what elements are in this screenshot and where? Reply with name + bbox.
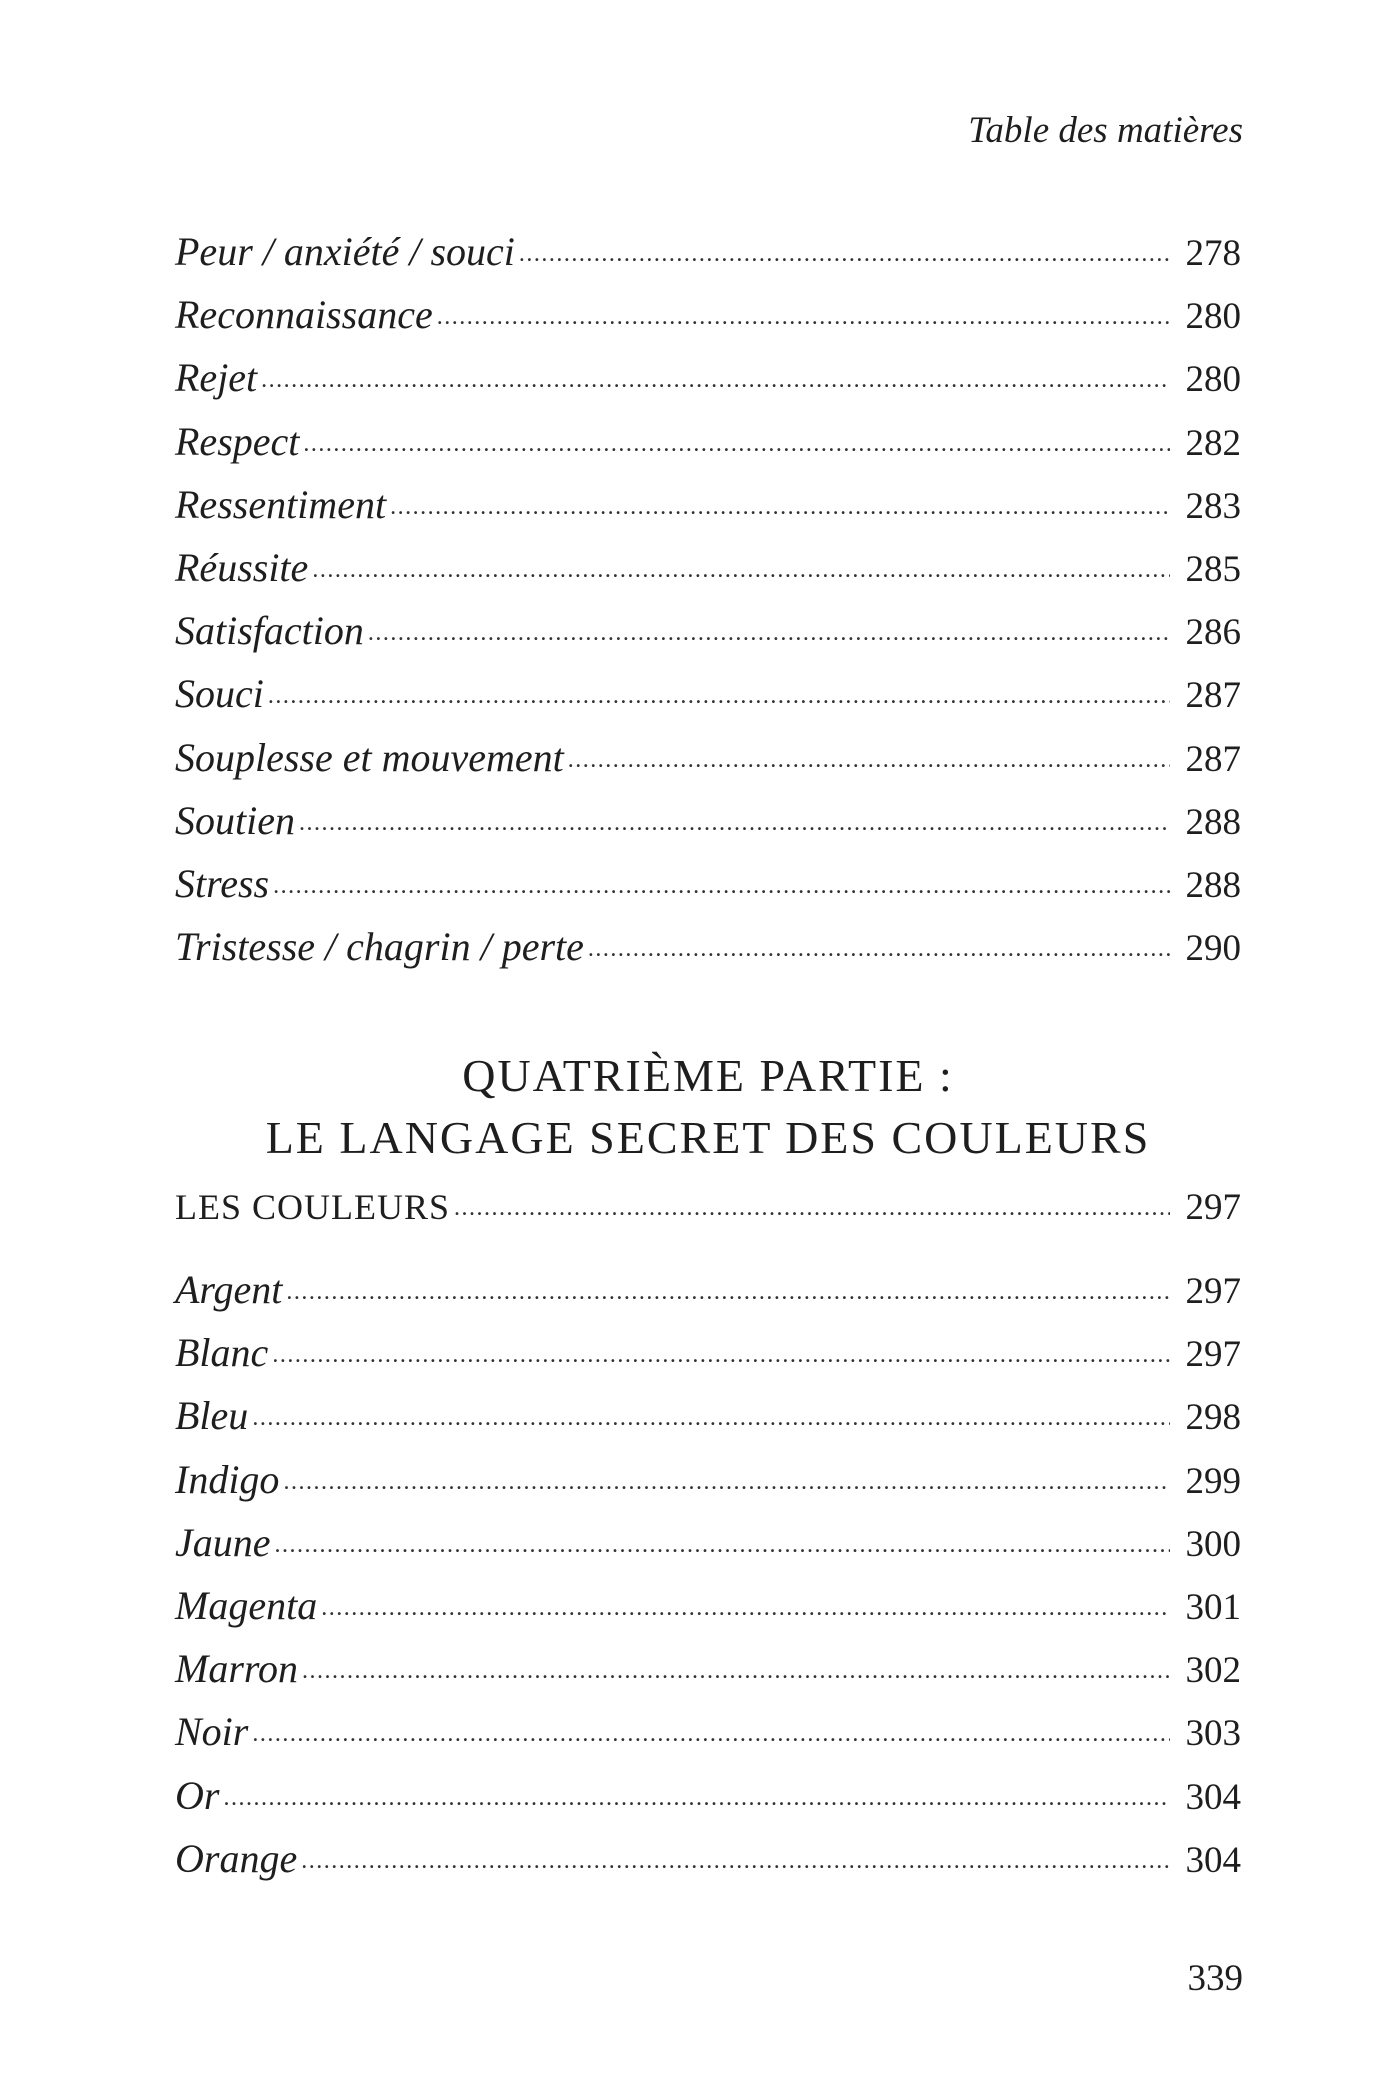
toc-entry-page: 297 bbox=[1185, 1334, 1241, 1376]
toc-entry-page: 288 bbox=[1185, 801, 1241, 843]
toc-entry-label: Blanc bbox=[175, 1330, 269, 1376]
toc-entry-page: 282 bbox=[1185, 422, 1241, 464]
toc-entry bbox=[175, 789, 1241, 852]
part-heading-line-1: QUATRIÈME PARTIE : bbox=[462, 1050, 954, 1101]
toc-entry-label: Magenta bbox=[175, 1582, 318, 1628]
toc-entry-label: Réussite bbox=[175, 544, 309, 590]
toc-entry bbox=[175, 1764, 1241, 1827]
toc-entry bbox=[175, 1637, 1241, 1700]
dot-leader bbox=[273, 855, 1169, 918]
dot-leader bbox=[301, 1830, 1169, 1893]
toc-entry bbox=[175, 599, 1241, 662]
dot-leader bbox=[275, 1514, 1170, 1577]
toc-entry-page: 304 bbox=[1185, 1776, 1241, 1818]
dot-leader bbox=[286, 1261, 1169, 1324]
toc-entry-label: Ressentiment bbox=[175, 481, 387, 527]
toc-entry-label: Reconnaissance bbox=[175, 292, 433, 338]
toc-entry-label: Noir bbox=[175, 1709, 249, 1755]
toc-entry bbox=[175, 1258, 1241, 1321]
toc-section-entry bbox=[175, 1176, 1241, 1239]
dot-leader bbox=[321, 1577, 1169, 1640]
toc-entry-label: Bleu bbox=[175, 1393, 249, 1439]
dot-leader bbox=[252, 1387, 1169, 1450]
toc-entry-page: 303 bbox=[1185, 1713, 1241, 1755]
dot-leader bbox=[312, 539, 1169, 602]
toc-entry-label: Stress bbox=[175, 860, 270, 906]
page-number: 339 bbox=[1187, 1958, 1243, 1999]
dot-leader bbox=[252, 1703, 1169, 1766]
toc-entry-label: Peur / anxiété / souci bbox=[175, 229, 515, 274]
toc-entry bbox=[175, 283, 1241, 346]
toc-entry-page: 287 bbox=[1185, 738, 1241, 780]
dot-leader bbox=[223, 1767, 1169, 1830]
toc-entry bbox=[175, 220, 1241, 283]
toc-entry-label: Souci bbox=[175, 671, 264, 717]
toc-entry-label: Soutien bbox=[175, 797, 295, 843]
dot-leader bbox=[368, 602, 1170, 665]
toc-entry-page: 280 bbox=[1185, 359, 1241, 401]
toc-entry-label: Marron bbox=[175, 1646, 298, 1692]
toc-entry-page: 283 bbox=[1185, 485, 1241, 527]
toc-entry-label: Orange bbox=[175, 1835, 298, 1881]
dot-leader bbox=[261, 349, 1169, 412]
toc-entry bbox=[175, 473, 1241, 536]
toc-entry-label: Jaune bbox=[175, 1519, 271, 1565]
dot-leader bbox=[437, 286, 1170, 349]
toc-entry bbox=[175, 1827, 1241, 1890]
dot-leader bbox=[454, 1177, 1169, 1240]
toc-entry-page: 286 bbox=[1185, 612, 1241, 654]
toc-list-colors bbox=[175, 1258, 1241, 1890]
toc-entry-label: Rejet bbox=[175, 355, 258, 401]
toc-entry bbox=[175, 1321, 1241, 1384]
running-head: Table des matières bbox=[968, 110, 1243, 151]
toc-entry bbox=[175, 1574, 1241, 1637]
toc-section bbox=[175, 1176, 1241, 1239]
toc-entry-page: 280 bbox=[1185, 296, 1241, 338]
toc-entry bbox=[175, 662, 1241, 725]
dot-leader bbox=[272, 1324, 1169, 1387]
dot-leader bbox=[268, 665, 1170, 728]
dot-leader bbox=[303, 413, 1169, 476]
dot-leader bbox=[299, 792, 1170, 855]
dot-leader bbox=[390, 476, 1169, 539]
toc-entry bbox=[175, 1384, 1241, 1447]
toc-list-emotions bbox=[175, 220, 1241, 978]
toc-section-label: LES COULEURS bbox=[175, 1187, 451, 1227]
toc-entry-page: 278 bbox=[1185, 233, 1241, 274]
toc-entry bbox=[175, 1511, 1241, 1574]
toc-entry bbox=[175, 915, 1241, 978]
toc-entry bbox=[175, 726, 1241, 789]
toc-entry bbox=[175, 1700, 1241, 1763]
toc-entry bbox=[175, 346, 1241, 409]
dot-leader bbox=[283, 1451, 1169, 1514]
toc-entry-page: 290 bbox=[1185, 928, 1241, 970]
part-heading bbox=[175, 1045, 1241, 1169]
toc-entry-label: Satisfaction bbox=[175, 608, 364, 654]
toc-entry-page: 288 bbox=[1185, 864, 1241, 906]
toc-entry-page: 297 bbox=[1185, 1271, 1241, 1312]
toc-entry-page: 287 bbox=[1185, 675, 1241, 717]
toc-entry bbox=[175, 1448, 1241, 1511]
toc-entry-page: 300 bbox=[1185, 1523, 1241, 1565]
toc-entry bbox=[175, 852, 1241, 915]
dot-leader bbox=[588, 918, 1170, 981]
dot-leader bbox=[568, 729, 1170, 792]
toc-section-page: 297 bbox=[1185, 1187, 1241, 1228]
toc-entry-page: 299 bbox=[1185, 1460, 1241, 1502]
toc-entry-label: Respect bbox=[175, 418, 300, 464]
toc-entry-page: 302 bbox=[1185, 1650, 1241, 1692]
toc-entry-page: 298 bbox=[1185, 1397, 1241, 1439]
toc-entry-label: Tristesse / chagrin / perte bbox=[175, 924, 584, 970]
toc-entry-page: 285 bbox=[1185, 548, 1241, 590]
toc-entry-page: 304 bbox=[1185, 1839, 1241, 1881]
toc-entry-label: Indigo bbox=[175, 1456, 280, 1502]
dot-leader bbox=[302, 1640, 1170, 1703]
toc-entry bbox=[175, 536, 1241, 599]
toc-entry-label: Souplesse et mouvement bbox=[175, 734, 564, 780]
toc-entry-label: Or bbox=[175, 1772, 220, 1818]
toc-entry-label: Argent bbox=[175, 1267, 283, 1312]
part-heading-line-2: LE LANGAGE SECRET DES COULEURS bbox=[265, 1112, 1151, 1163]
toc-entry-page: 301 bbox=[1185, 1586, 1241, 1628]
toc-entry bbox=[175, 410, 1241, 473]
dot-leader bbox=[519, 223, 1170, 286]
